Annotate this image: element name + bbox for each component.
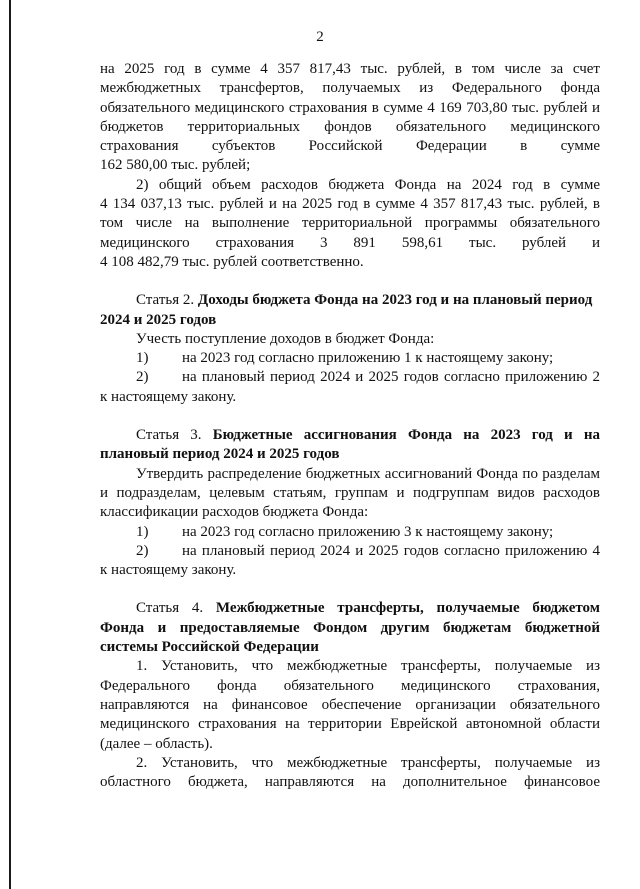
article-4-prefix: Статья 4. <box>136 600 204 617</box>
article-4-heading <box>100 599 600 618</box>
text-line: (далее – область). <box>100 735 213 752</box>
item-text: на плановый период 2024 и 2025 годов согласно приложению 4 <box>182 542 600 559</box>
item-text: на 2023 год согласно приложению 1 к настоящему закону; <box>182 350 554 367</box>
article-2-item-2 <box>100 368 600 387</box>
text-line: областного бюджета, направляются на дополнительное финансовое <box>100 774 600 791</box>
article-4-title: Межбюджетные трансферты, получаемые бюджетом <box>215 600 600 617</box>
article-4 <box>100 599 600 792</box>
text-line: классификации расходов бюджета Фонда: <box>100 504 369 521</box>
text-line: обязательного медицинского страхования в сумме 4 169 703,80 тыс. рублей и <box>100 99 600 116</box>
text-line: 1. Установить, что межбюджетные трансферты, получаемые из <box>136 658 600 675</box>
text-line: направляются на финансовое обеспечение организации обязательного <box>100 696 600 713</box>
text-line: страхования субъектов Российской Федерации в сумме <box>100 138 600 155</box>
paragraph-revenue-2025 <box>100 60 600 176</box>
article-3-item-1 <box>100 523 600 542</box>
item-number: 1) <box>136 523 149 540</box>
article-2-intro: Учесть поступление доходов в бюджет Фонда: <box>136 330 435 347</box>
text-line: том числе на выполнение территориальной программы обязательного <box>100 215 600 232</box>
article-3-title: Бюджетные ассигнования Фонда на 2023 год и на <box>212 427 600 444</box>
text-line: 2. Установить, что межбюджетные трансферты, получаемые из <box>136 754 600 771</box>
article-2-item-2-cont: к настоящему закону. <box>100 388 237 405</box>
text-line: 162 580,00 тыс. рублей; <box>100 157 251 174</box>
text-line: Утвердить распределение бюджетных ассигнований Фонда по разделам <box>136 465 600 482</box>
text-line: Федерального фонда обязательного медицинского страхования, <box>100 677 600 694</box>
document-body <box>100 60 600 792</box>
article-2-title-cont: 2024 и 2025 годов <box>100 311 217 328</box>
text-line: 4 134 037,13 тыс. рублей и на 2025 год в сумме 4 357 817,43 тыс. рублей, в <box>100 196 600 213</box>
article-4-title-cont2 <box>100 638 600 657</box>
text-line: медицинского страхования на территории Еврейской автономной области <box>100 716 600 733</box>
article-2-title: Доходы бюджета Фонда на 2023 год и на плановый период <box>197 292 593 309</box>
article-4-title-cont <box>100 619 600 638</box>
text-line: и подразделам, целевым статьям, группам и подгруппам видов расходов <box>100 484 600 501</box>
text-line: бюджетов территориальных фондов обязательного медицинского <box>100 118 600 135</box>
article-3-heading <box>100 426 600 445</box>
text-line: 4 108 482,79 тыс. рублей соответственно. <box>100 253 364 270</box>
left-margin-line <box>9 0 11 889</box>
page-number: 2 <box>316 29 324 45</box>
item-number: 1) <box>136 350 149 367</box>
article-2 <box>100 291 600 407</box>
item-text: на плановый период 2024 и 2025 годов согласно приложению 2 <box>182 369 600 386</box>
article-3 <box>100 426 600 580</box>
paragraph-expenses <box>100 176 600 272</box>
text-line: медицинского страхования 3 891 598,61 тыс. рублей и <box>100 234 600 251</box>
item-text: на 2023 год согласно приложению 3 к настоящему закону; <box>182 523 554 540</box>
article-3-item-2-cont: к настоящему закону. <box>100 562 237 579</box>
article-4-title-line2: Фонда и предоставляемые Фондом другим бюджетам бюджетной <box>100 619 600 636</box>
article-3-title-cont <box>100 445 600 464</box>
article-3-title-line2: плановый период 2024 и 2025 годов <box>100 446 340 463</box>
item-number: 2) <box>136 542 149 559</box>
article-2-heading <box>100 291 600 330</box>
text-line: на 2025 год в сумме 4 357 817,43 тыс. рублей, в том числе за счет <box>100 61 600 77</box>
item-number: 2) <box>136 369 149 386</box>
text-line: межбюджетных трансфертов, получаемых из Федерального фонда <box>100 80 600 97</box>
article-3-item-2 <box>100 542 600 561</box>
article-4-title-line3: системы Российской Федерации <box>100 639 319 656</box>
text-line: 2) общий объем расходов бюджета Фонда на 2024 год в сумме <box>136 176 600 193</box>
article-2-item-1 <box>100 349 600 368</box>
article-2-prefix: Статья 2. <box>136 292 195 309</box>
article-3-prefix: Статья 3. <box>136 427 202 444</box>
